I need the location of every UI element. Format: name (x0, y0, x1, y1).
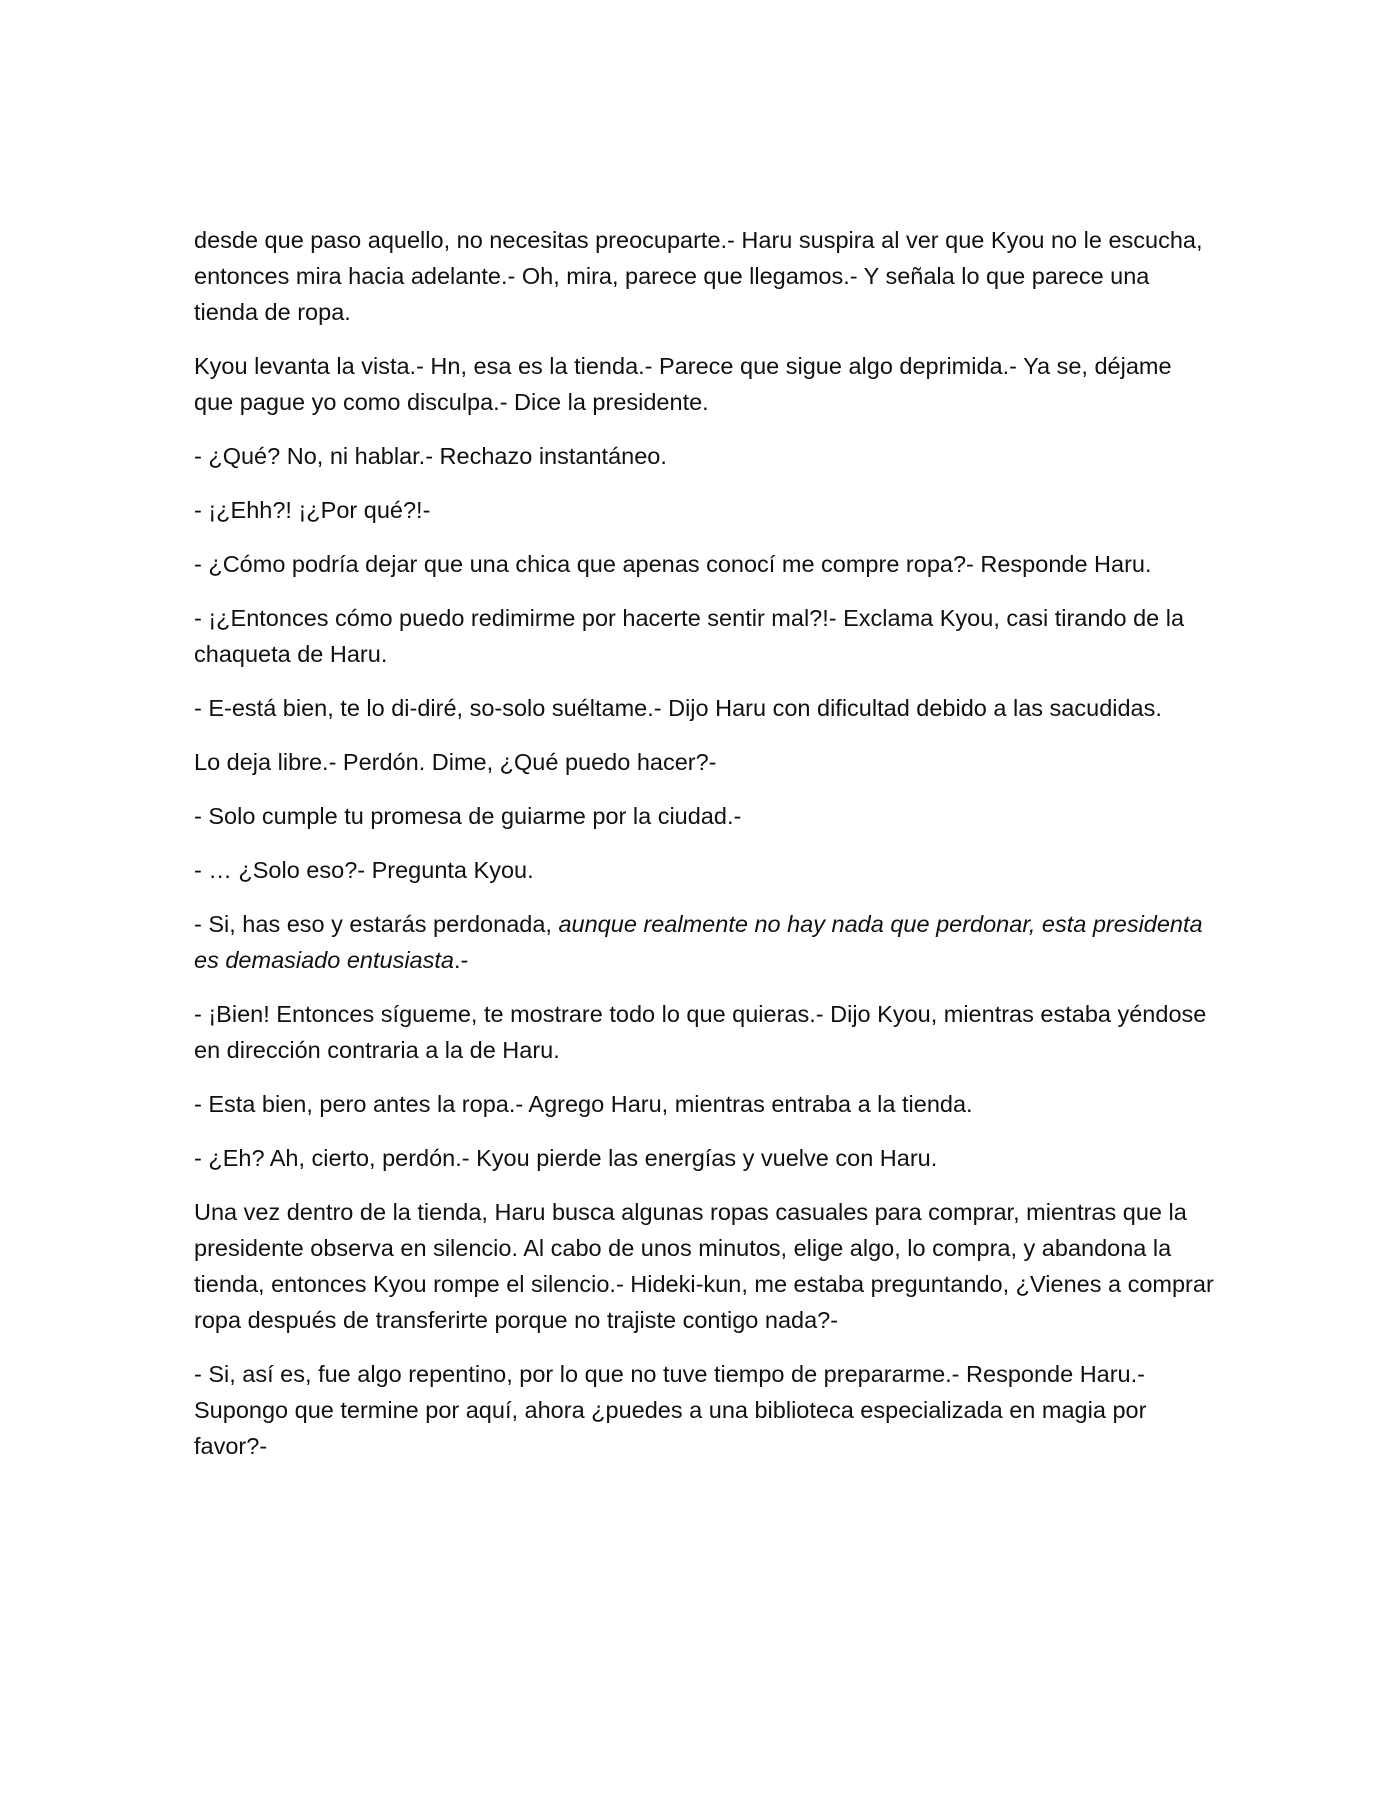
paragraph: - Si, así es, fue algo repentino, por lo que no tuve tiempo de prepararme.- Responde Haru.- Supongo que termine por aquí, ahora ¿puedes a una biblioteca especializada en magia por favor?- (194, 1361, 1147, 1459)
italic-thought: aunque realmente no hay nada que perdonar, esta presidenta es demasiado entusiasta (194, 911, 1203, 973)
paragraph: desde que paso aquello, no necesitas preocuparte.- Haru suspira al ver que Kyou no le escucha, entonces mira hacia adelante.- Oh, mira, parece que llegamos.- Y señala lo que parece una tienda de ropa. (194, 227, 1203, 325)
paragraph: Lo deja libre.- Perdón. Dime, ¿Qué puedo hacer?- (194, 749, 717, 775)
paragraph: Kyou levanta la vista.- Hn, esa es la tienda.- Parece que sigue algo deprimida.- Ya se, déjame que pague yo como disculpa.- Dice la presidente. (194, 353, 1172, 415)
paragraph: Una vez dentro de la tienda, Haru busca algunas ropas casuales para comprar, mientras que la presidente observa en silencio. Al cabo de unos minutos, elige algo, lo compra, y abandona la tienda, entonces Kyou rompe el silencio.- Hideki-kun, me estaba preguntando, ¿Vienes a comprar ropa después de transferirte porque no trajiste contigo nada?- (194, 1199, 1214, 1333)
paragraph: - Solo cumple tu promesa de guiarme por la ciudad.- (194, 803, 742, 829)
body-text (194, 222, 1214, 1482)
paragraph: - ¡¿Entonces cómo puedo redimirme por hacerte sentir mal?!- Exclama Kyou, casi tirando de la chaqueta de Haru. (194, 605, 1185, 667)
paragraph-mixed (194, 906, 1214, 978)
paragraph: - ¡Bien! Entonces sígueme, te mostrare todo lo que quieras.- Dijo Kyou, mientras estaba yéndose en dirección contraria a la de Haru. (194, 1001, 1207, 1063)
paragraph: - ¿Eh? Ah, cierto, perdón.- Kyou pierde las energías y vuelve con Haru. (194, 1145, 938, 1171)
paragraph: - … ¿Solo eso?- Pregunta Kyou. (194, 857, 534, 883)
paragraph: - E-está bien, te lo di-diré, so-solo suéltame.- Dijo Haru con dificultad debido a las sacudidas. (194, 695, 1162, 721)
paragraph: - Esta bien, pero antes la ropa.- Agrego Haru, mientras entraba a la tienda. (194, 1091, 973, 1117)
paragraph: - ¡¿Ehh?! ¡¿Por qué?!- (194, 497, 431, 523)
paragraph: - ¿Qué? No, ni hablar.- Rechazo instantáneo. (194, 443, 667, 469)
paragraph: - ¿Cómo podría dejar que una chica que apenas conocí me compre ropa?- Responde Haru. (194, 551, 1152, 577)
paragraph-start: - Si, has eso y estarás perdonada, (194, 911, 559, 937)
paragraph-end: .- (453, 947, 469, 973)
